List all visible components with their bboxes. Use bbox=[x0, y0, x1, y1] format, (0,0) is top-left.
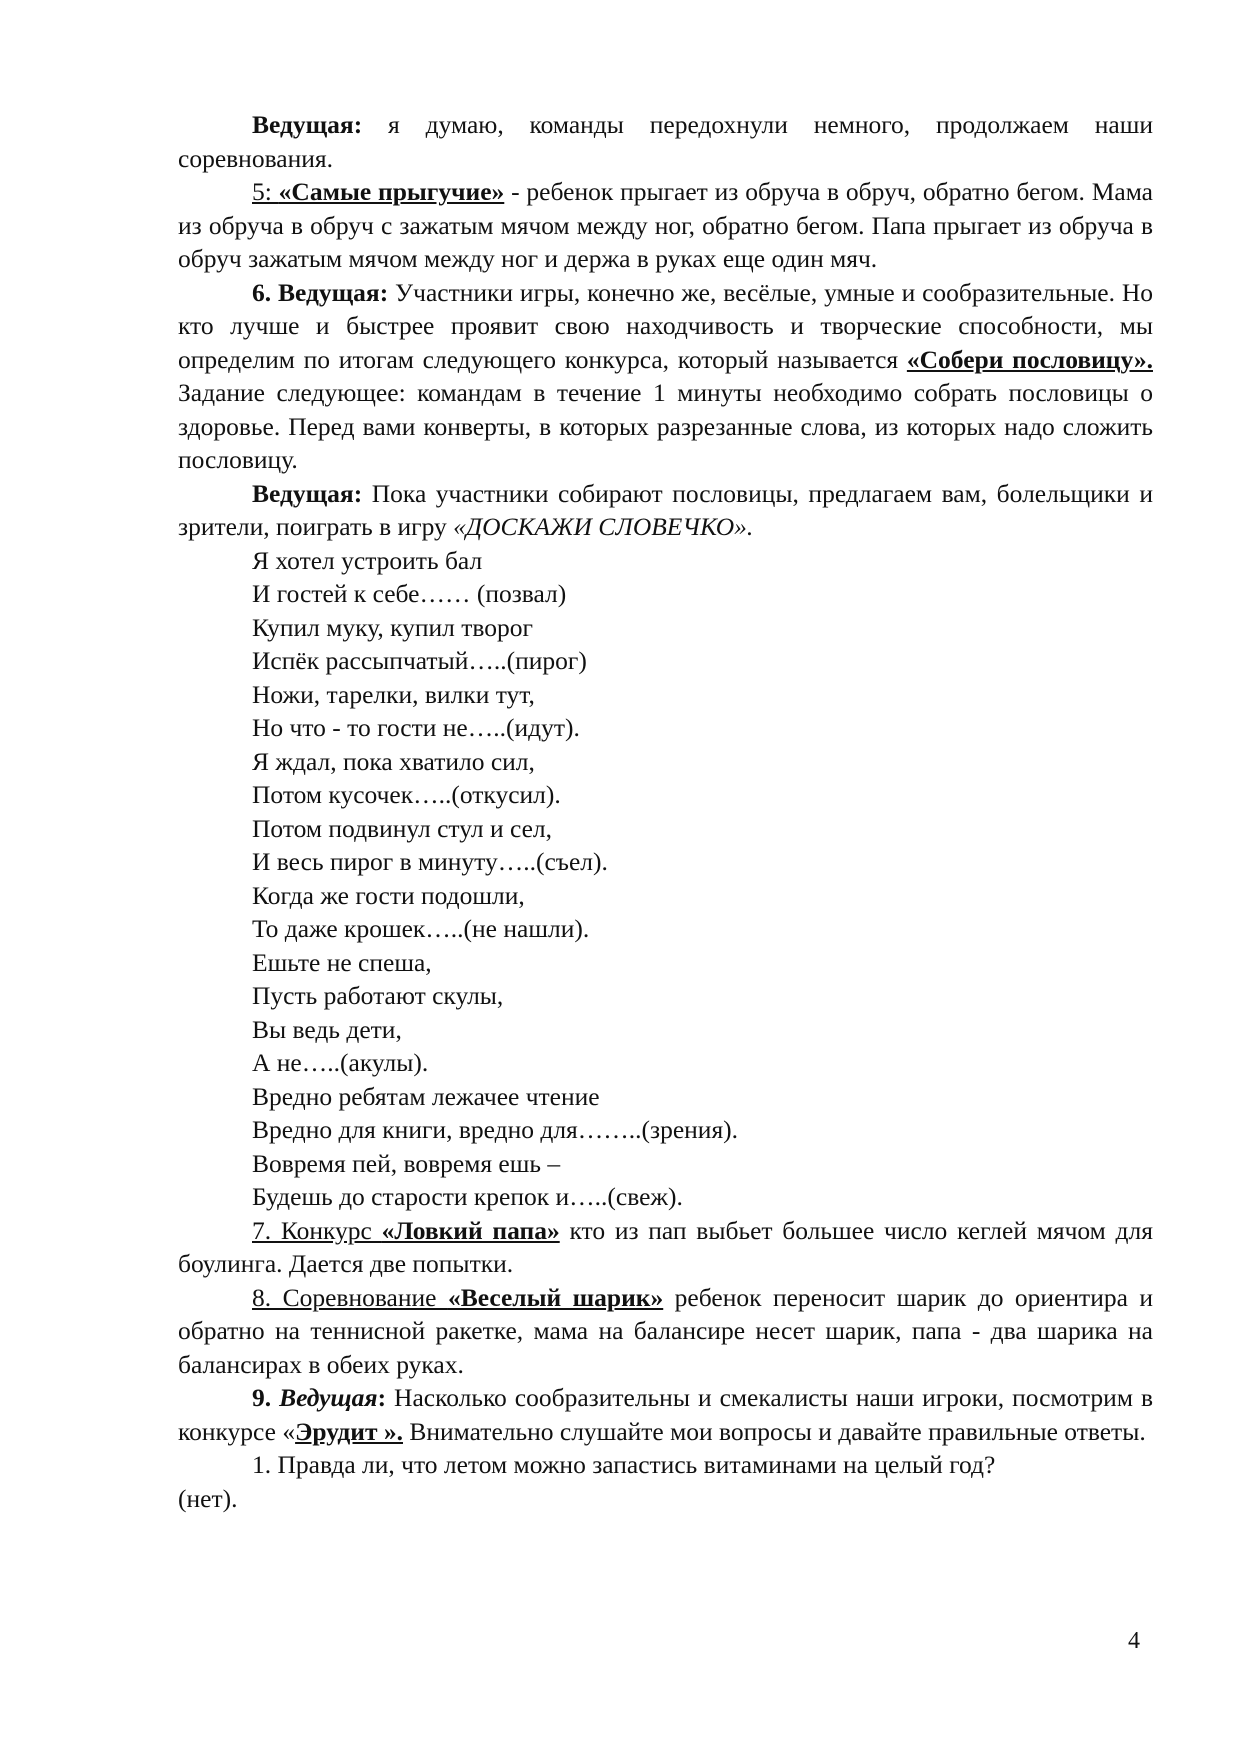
paragraph-contest-6 bbox=[178, 276, 1153, 477]
verse-line: Купил муку, купил творог bbox=[252, 612, 533, 642]
paragraph-text: Участники игры, конечно же, весёлые, умные и сообразительные. Но кто лучше и быстрее проявит свою находчивость и творческие способности, мы определим по итогам следующего конкурса, который называется bbox=[178, 277, 1153, 374]
paragraph-text: - ребенок прыгает из обруча в обруч, обратно бегом. Мама из обруча в обруч с зажатым мячом между ног, обратно бегом. Папа прыгает из обруча в обруч зажатым мячом между ног и держа в руках еще один мяч. bbox=[178, 177, 1153, 273]
verse-line: Вредно ребятам лежачее чтение bbox=[252, 1081, 600, 1111]
verse-line: Испёк рассыпчатый…..(пирог) bbox=[252, 646, 587, 675]
speaker-label: Ведущая: bbox=[252, 110, 363, 139]
contest-title: Эрудит ». bbox=[295, 1416, 403, 1446]
paragraph-question-1 bbox=[178, 1448, 1153, 1515]
verse-line: Пусть работают скулы, bbox=[252, 981, 504, 1010]
paragraph-game-intro bbox=[178, 477, 1153, 544]
verse-line: И гостей к себе…… (позвал) bbox=[252, 579, 567, 608]
speaker-label: Ведущая: bbox=[277, 277, 389, 307]
speaker-colon: : bbox=[377, 1383, 387, 1412]
verse-line: Когда же гости подошли, bbox=[252, 880, 525, 910]
paragraph-contest-9 bbox=[178, 1381, 1153, 1448]
verse-line: Вы ведь дети, bbox=[252, 1014, 402, 1044]
speaker-label: Ведущая: bbox=[252, 478, 363, 508]
paragraph-text: Задание следующее: командам в течение 1 минуты необходимо собрать пословицы о здоровье. Перед вами конверты, в которых разрезанные слова, из которых надо сложить пословицу. bbox=[178, 378, 1153, 474]
question-text: 1. Правда ли, что летом можно запастись витаминами на целый год? bbox=[252, 1450, 996, 1479]
verse-line: А не…..(акулы). bbox=[252, 1048, 429, 1077]
contest-number: 9. bbox=[252, 1383, 280, 1412]
verse-line: То даже крошек…..(не нашли). bbox=[252, 914, 590, 943]
paragraph-text: ребенок переносит шарик до ориентира и обратно на теннисной ракетке, мама на балансире несет шарик, папа - два шарика на балансирах в обеих руках. bbox=[178, 1282, 1154, 1379]
verse-block bbox=[178, 544, 1153, 1214]
paragraph-text: кто из пап выбьет большее число кеглей мячом для боулинга. Дается две попытки. bbox=[178, 1215, 1153, 1278]
paragraph-text: я думаю, команды передохнули немного, продолжаем наши соревнования. bbox=[178, 110, 1153, 173]
paragraph-host-intro bbox=[178, 108, 1153, 175]
verse-line: Я хотел устроить бал bbox=[252, 545, 483, 575]
verse-line: Вредно для книги, вредно для……..(зрения). bbox=[252, 1115, 739, 1144]
verse-line: Но что - то гости не…..(идут). bbox=[252, 713, 580, 742]
contest-number: 8. Соревнование bbox=[252, 1282, 448, 1312]
contest-number: 6. bbox=[252, 277, 278, 307]
paragraph-contest-7 bbox=[178, 1214, 1153, 1281]
verse-line: Ножи, тарелки, вилки тут, bbox=[252, 679, 535, 709]
verse-line: И весь пирог в минуту…..(съел). bbox=[252, 847, 608, 876]
game-title: «ДОСКАЖИ СЛОВЕЧКО». bbox=[453, 512, 754, 541]
paragraph-contest-8 bbox=[178, 1281, 1153, 1382]
speaker-label: Ведущая bbox=[279, 1383, 378, 1412]
paragraph-text: Насколько сообразительны и смекалисты наши игроки, посмотрим в конкурсе « bbox=[178, 1383, 1153, 1446]
contest-title: «Веселый шарик» bbox=[447, 1282, 664, 1312]
contest-title: «Самые прыгучие» bbox=[278, 177, 505, 206]
verse-line: Вовремя пей, вовремя ешь – bbox=[252, 1148, 561, 1178]
contest-number: 5: bbox=[252, 177, 279, 206]
document-page bbox=[178, 108, 1153, 1515]
paragraph-text: Пока участники собирают пословицы, предлагаем вам, болельщики и зрители, поиграть в игру bbox=[178, 478, 1153, 541]
contest-title: «Собери пословицу». bbox=[906, 344, 1153, 374]
verse-line: Потом кусочек…..(откусил). bbox=[252, 780, 561, 809]
paragraph-contest-5 bbox=[178, 175, 1153, 276]
contest-title: «Ловкий папа» bbox=[381, 1215, 560, 1245]
verse-line: Потом подвинул стул и сел, bbox=[252, 813, 553, 843]
question-answer: (нет). bbox=[178, 1483, 238, 1513]
page-number: 4 bbox=[1128, 1628, 1140, 1654]
paragraph-text: Внимательно слушайте мои вопросы и давайте правильные ответы. bbox=[403, 1416, 1146, 1446]
verse-line: Будешь до старости крепок и…..(свеж). bbox=[252, 1182, 683, 1211]
verse-line: Я ждал, пока хватило сил, bbox=[252, 746, 535, 776]
verse-line: Ешьте не спеша, bbox=[252, 947, 432, 977]
contest-number: 7. Конкурс bbox=[252, 1215, 382, 1245]
